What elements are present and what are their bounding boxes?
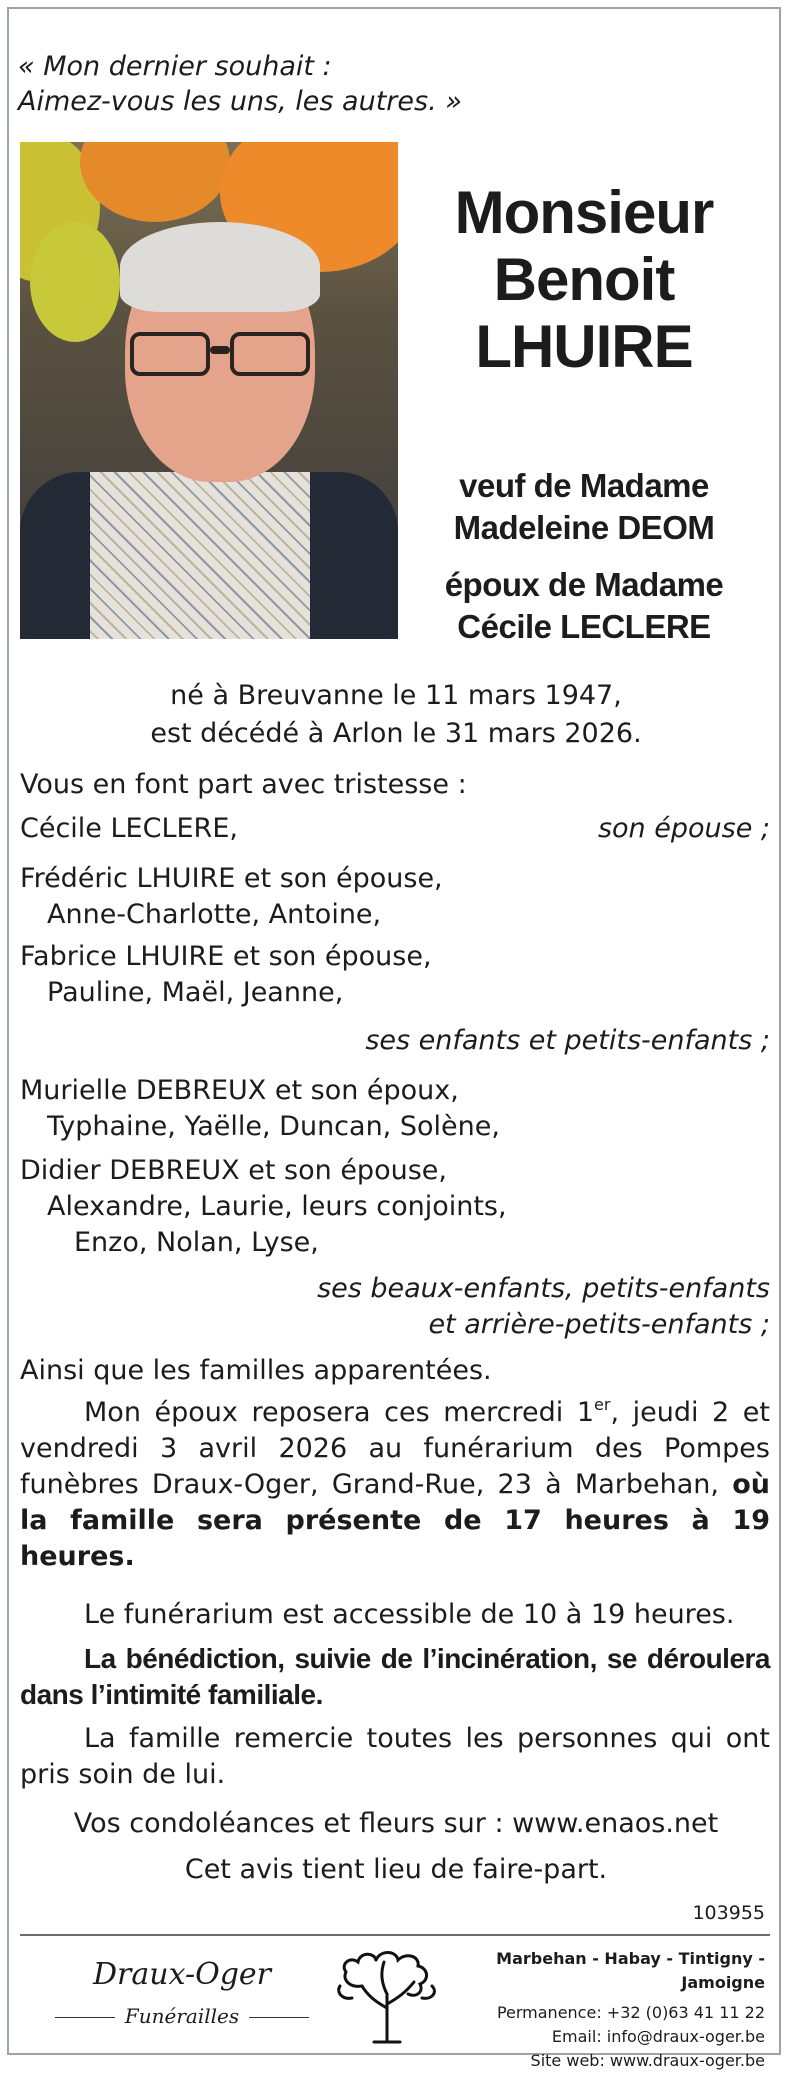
widower-of: veuf de Madame Madeleine DEOM [453, 467, 715, 546]
children-role: ses enfants et petits-enfants ; [365, 1025, 770, 1056]
family-intro: Vous en font part avec tristesse : [20, 769, 467, 800]
step-child-2: Didier DEBREUX et son épouse, [20, 1155, 447, 1186]
child-1: Frédéric LHUIRE et son épouse, [20, 863, 443, 894]
step-role-line1: ses beaux-enfants, petits-enfants [317, 1273, 770, 1304]
step-child-1-kids: Typhaine, Yaëlle, Duncan, Solène, [47, 1111, 500, 1142]
spouse-role: son épouse ; [597, 813, 770, 844]
family-spouse-row [20, 811, 770, 847]
phone: Permanence: +32 (0)63 41 11 22 [496, 2003, 765, 2022]
epigraph-quote: « Mon dernier souhait : Aimez-vous les uns, les autres. » [18, 51, 462, 117]
step-child-2-kids: Alexandre, Laurie, leurs conjoints, [47, 1191, 507, 1222]
funeral-home-brand [37, 1957, 327, 2029]
locations: Marbehan - Habay - Tintigny - Jamoigne [496, 1949, 765, 1992]
funeral-home-contact [435, 1947, 765, 2073]
obituary-notice [7, 7, 781, 2070]
thanks: La famille remercie toutes les personnes qui ont pris soin de lui. [20, 1723, 770, 1790]
birth-death-dates: né à Breuvanne le 11 mars 1947, est décédé à Arlon le 31 mars 2026. [150, 680, 642, 749]
notice-text: Cet avis tient lieu de faire-part. [184, 1854, 608, 1885]
child-2: Fabrice LHUIRE et son épouse, [20, 941, 432, 972]
footer-divider [20, 1934, 770, 1936]
child-1-kids: Anne-Charlotte, Antoine, [47, 899, 382, 930]
child-2-kids: Pauline, Maël, Jeanne, [47, 977, 344, 1008]
step-child-1: Murielle DEBREUX et son époux, [20, 1075, 459, 1106]
website-link[interactable]: Site web: www.draux-oger.be [530, 2051, 765, 2070]
spouse-name: Cécile LECLERE, [20, 813, 238, 844]
reference-number: 103955 [692, 1902, 765, 1924]
deceased-name: Monsieur Benoit LHUIRE [454, 179, 714, 380]
visitation-paragraph: Mon époux reposera ces mercredi 1er, jeudi 2 et vendredi 3 avril 2026 au funérarium des Pompes funèbres Draux-Oger, Grand-Rue, 23 à Marbehan, où la famille sera présente de 17 heures à 19 heures. [20, 1395, 770, 1572]
access-hours: Le funérarium est accessible de 10 à 19 heures. [84, 1599, 735, 1630]
ceremony-info: La bénédiction, suivie de l’incinération, se déroulera dans l’intimité familiale. [20, 1643, 770, 1710]
condolences: Vos condoléances et fleurs sur : www.enaos.net [73, 1808, 719, 1839]
step-child-2-grandkids: Enzo, Nolan, Lyse, [74, 1227, 319, 1258]
email-link[interactable]: Email: info@draux-oger.be [551, 2027, 765, 2046]
step-role-line2: et arrière-petits-enfants ; [428, 1309, 770, 1340]
husband-of: époux de Madame Cécile LECLERE [444, 566, 724, 645]
brand-sub: Funérailles [37, 2003, 327, 2029]
tree-icon [332, 1946, 442, 2046]
relatives: Ainsi que les familles apparentées. [20, 1355, 492, 1386]
portrait-photo [20, 142, 398, 639]
brand-name: Draux-Oger [92, 1957, 272, 1992]
visitation-hours: où la famille sera présente de 17 heures à 19 heures. [20, 1469, 770, 1572]
